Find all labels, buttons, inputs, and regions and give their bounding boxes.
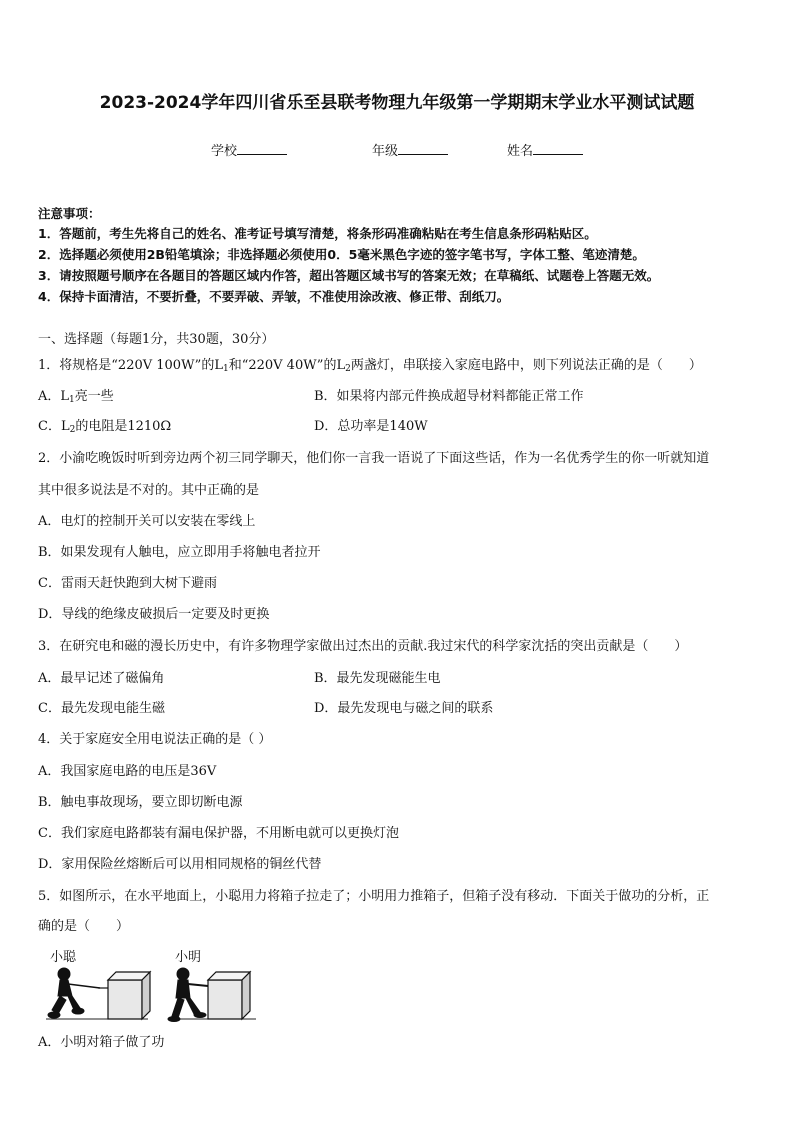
q1-option-a[interactable]: A．$L_1$亮一些 [38,389,114,405]
figure-label-xiaocong: 小聪 [50,950,77,965]
question-5-stem-line1: 5．如图所示，在水平地面上，小聪用力将箱子拉走了；小明用力推箱子，但箱子没有移动．下面关于做功的分析，正 [38,889,710,904]
name-label: 姓名 [507,144,534,159]
name-blank[interactable] [533,142,583,155]
q4-option-d[interactable]: D．家用保险丝熔断后可以用相同规格的铜丝代替 [38,857,322,872]
notice-item: 2．选择题必须使用2B铅笔填涂；非选择题必须使用0．5毫米黑色字迹的签字笔书写，字体工整、笔迹清楚。 [38,247,645,262]
question-3-stem: 3．在研究电和磁的漫长历史中，有许多物理学家做出过杰出的贡献.我过宋代的科学家沈括的突出贡献是（ ） [38,639,688,654]
q4-option-c[interactable]: C．我们家庭电路都装有漏电保护器，不用断电就可以更换灯泡 [38,826,399,841]
q3-option-a[interactable]: A．最早记述了磁偏角 [38,671,165,686]
q1-option-d[interactable]: D．总功率是140W [314,419,428,434]
grade-label: 年级 [372,144,399,159]
q1-option-b[interactable]: B．如果将内部元件换成超导材料都能正常工作 [314,389,584,404]
section-heading: 一、选择题（每题1分，共30题，30分） [38,332,275,347]
notice-item: 4．保持卡面清洁，不要折叠，不要弄破、弄皱，不准使用涂改液、修正带、刮纸刀。 [38,289,510,304]
figure-label-xiaoming: 小明 [175,950,202,965]
q3-option-d[interactable]: D．最先发现电与磁之间的联系 [314,701,494,716]
q2-option-d[interactable]: D．导线的绝缘皮破损后一定要及时更换 [38,607,270,622]
pulling-person-icon [48,968,100,1018]
question-2-stem-line1: 2．小渝吃晚饭时听到旁边两个初三同学聊天，他们你一言我一语说了下面这些话，作为一名优秀学生的你一听就知道 [38,451,710,466]
school-blank[interactable] [237,142,287,155]
notice-item: 3．请按照题号顺序在各题目的答题区域内作答，超出答题区域书写的答案无效；在草稿纸、试题卷上答题无效。 [38,268,660,283]
q3-option-b[interactable]: B．最先发现磁能生电 [314,671,441,686]
school-label: 学校 [211,144,238,159]
notice-item: 1．答题前，考生先将自己的姓名、准考证号填写清楚，将条形码准确粘贴在考生信息条形码粘贴区。 [38,226,597,241]
grade-field[interactable] [372,140,448,159]
question-4-stem: 4．关于家庭安全用电说法正确的是（ ） [38,732,272,747]
question-2-stem-line2: 其中很多说法是不对的。其中正确的是 [38,483,260,498]
q2-option-b[interactable]: B．如果发现有人触电，应立即用手将触电者拉开 [38,545,321,560]
page-title: 2023-2024学年四川省乐至县联考物理九年级第一学期期末学业水平测试试题 [99,93,695,113]
q1-option-c[interactable]: C．$L_2$的电阻是1210Ω [38,419,172,435]
notice-heading: 注意事项： [38,206,101,221]
school-field[interactable] [211,140,287,159]
q4-option-b[interactable]: B．触电事故现场，要立即切断电源 [38,795,243,810]
box-left-icon [108,972,150,1019]
q5-figure [38,944,258,1024]
q3-option-c[interactable]: C．最先发现电能生磁 [38,701,165,716]
question-1-stem: 1．将规格是“220V 100W”的$L_1$和“220V 40W”的$L_2$两盏灯，串联接入家庭电路中，则下列说法正确的是（ ） [38,358,702,374]
name-field[interactable] [507,140,583,159]
box-right-icon [208,972,250,1019]
push-pull-illustration [38,944,258,1024]
q2-option-c[interactable]: C．雷雨天赶快跑到大树下避雨 [38,576,217,591]
grade-blank[interactable] [398,142,448,155]
question-5-stem-line2: 确的是（ ） [38,919,130,934]
q2-option-a[interactable]: A．电灯的控制开关可以安装在零线上 [38,514,256,529]
pushing-person-icon [168,968,208,1022]
q5-option-a[interactable]: A．小明对箱子做了功 [38,1035,165,1050]
q4-option-a[interactable]: A．我国家庭电路的电压是36V [38,764,217,779]
